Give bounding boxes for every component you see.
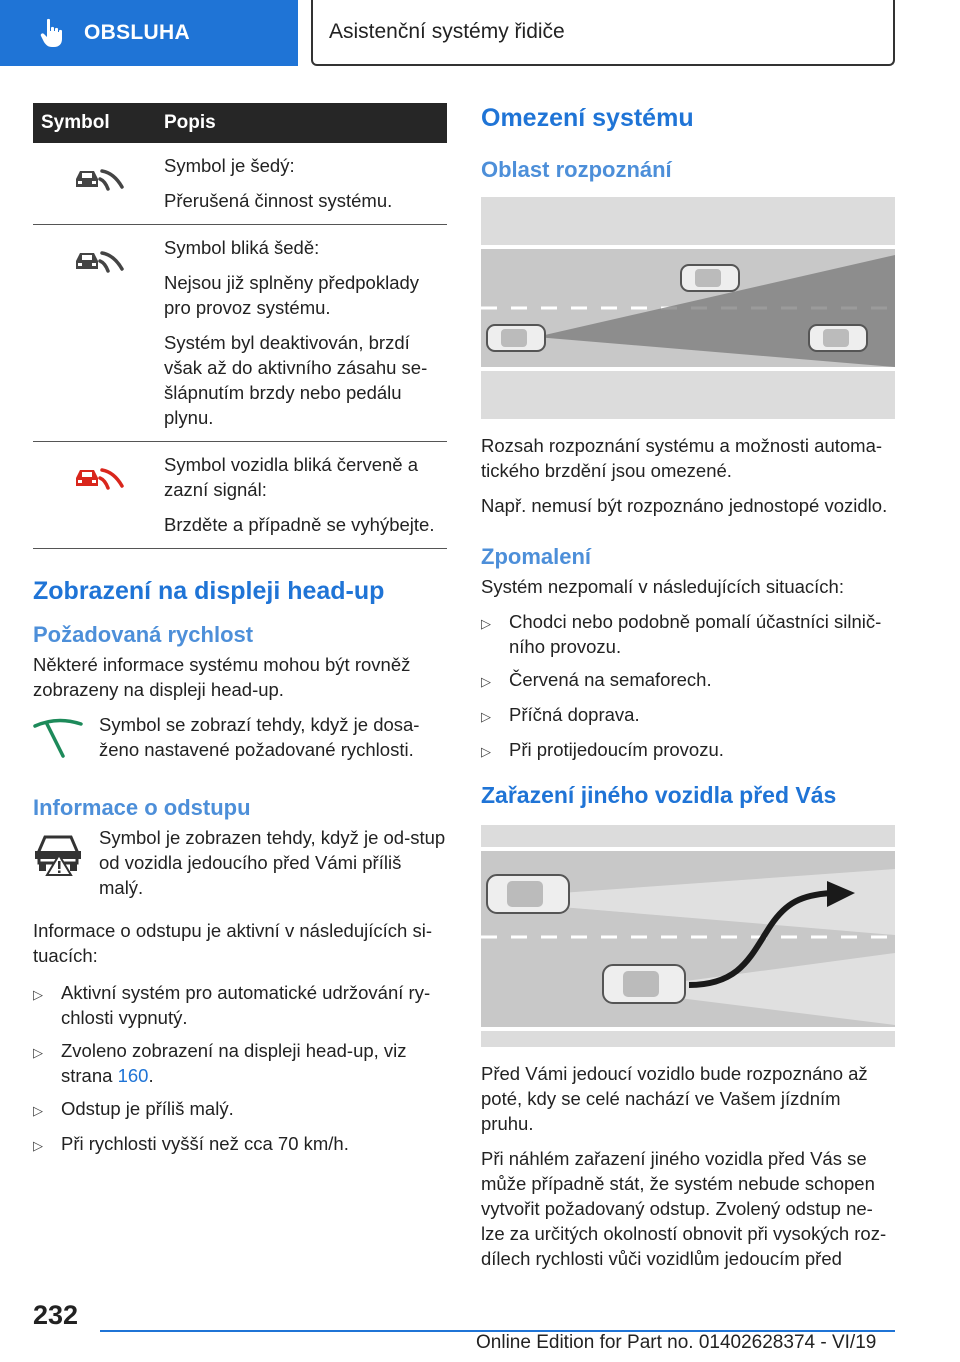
detection-range-illustration [481,197,895,419]
car-collision-warning-icon [72,161,126,195]
distance-icon-text: Symbol je zobrazen tehdy, když je od-stup od vozidla jedoucího před Vámi příliš malý. [99,827,446,898]
speed-icon-row [33,712,447,765]
cut-in-paragraph: Při náhlém zařazení jiného vozidla před Vás se může případně stát, že systém nebude schopen vytvořit požadovaný odstup. Zvolený odstup ne-lze za určitých okolností obnovit při vysokých roz-dílech rychlosti vůči vozidlům jedoucím před [481,1148,887,1269]
car-icon [487,875,569,913]
speed-intro: Některé informace systému mohou být rovněž zobrazeny na displeji head-up. [33,654,411,700]
bullet-triangle-icon: ▷ [481,616,491,631]
row-text: Systém byl deaktivován, brzdí však až do aktivního zásahu se-šlápnutím brzdy nebo pedálu plynu. [164,332,428,428]
distance-icon-row [33,825,447,900]
chapter-title: Asistenční systémy řidiče [329,20,565,43]
distance-heading: Informace o odstupu [33,795,251,820]
row-text: Symbol vozidla bliká červeně a zazní signál: [164,454,418,500]
limits-heading: Omezení systému [481,104,694,132]
speed-reached-icon [33,712,85,760]
car-collision-warning-icon [72,243,126,277]
table-col-symbol: Symbol [41,112,110,133]
cut-in-heading: Zařazení jiného vozidla před Vás [481,782,837,808]
right-column [481,100,895,1271]
bullet-triangle-icon: ▷ [481,674,491,689]
list-item: ▷ Aktivní systém pro automatické udržování ry-chlosti vypnutý. [33,982,431,1028]
distance-warning-icon [33,825,85,877]
bullet-triangle-icon: ▷ [33,1045,43,1060]
bullet-triangle-icon: ▷ [481,709,491,724]
list-item: ▷ Odstup je příliš malý. [33,1096,447,1123]
table-row [33,442,447,549]
page-number: 232 [33,1300,79,1330]
speed-heading: Požadovaná rychlost [33,622,254,647]
page-link[interactable]: 160 [117,1065,149,1086]
speed-icon-text: Symbol se zobrazí tehdy, když je dosa-ženo nastavené požadované rychlosti. [99,714,420,760]
cut-in-paragraph: Před Vámi jedoucí vozidlo bude rozpoznáno až poté, kdy se celé nachází ve Vašem jízdním pruhu. [481,1063,868,1134]
road-detection-figure [481,197,895,419]
car-icon [681,265,739,291]
slow-intro: Systém nezpomalí v následujících situacích: [481,576,844,597]
range-paragraph: Např. nemusí být rozpoznáno jednostopé vozidlo. [481,495,888,516]
left-column [33,103,447,1166]
hud-heading: Zobrazení na displeji head-up [33,577,385,605]
row-text: Přerušená činnost systému. [164,190,393,211]
distance-intro: Informace o odstupu je aktivní v následujících si-tuacích: [33,920,432,966]
car-icon [487,325,545,351]
section-tab[interactable] [0,0,298,66]
road-cut-in-figure [481,825,895,1047]
section-label: OBSLUHA [84,21,190,44]
cut-in-illustration [481,825,895,1047]
row-text: Brzděte a případně se vyhýbejte. [164,514,435,535]
chapter-header [311,0,895,66]
slow-heading: Zpomalení [481,544,592,569]
car-icon [603,965,685,1003]
car-icon [809,325,867,351]
table-row [33,225,447,442]
footer-edition: Online Edition for Part no. 01402628374 - VI/19 [476,1332,877,1353]
table-header [33,103,447,143]
table-col-desc: Popis [164,112,216,133]
list-item: ▷ Při rychlosti vyšší než cca 70 km/h. [33,1131,447,1158]
list-item: ▷ Chodci nebo podobně pomalí účastníci silnič-ního provozu. [481,611,882,657]
range-paragraph: Rozsah rozpoznání systému a možnosti automa-tického brzdění jsou omezené. [481,435,883,481]
bullet-triangle-icon: ▷ [33,987,43,1002]
bullet-triangle-icon: ▷ [33,1138,43,1153]
bullet-triangle-icon: ▷ [481,744,491,759]
table-row [33,143,447,225]
bullet-triangle-icon: ▷ [33,1103,43,1118]
range-heading: Oblast rozpoznání [481,157,672,182]
list-item: ▷ Příčná doprava. [481,702,895,729]
car-collision-warning-icon [72,460,126,494]
list-item: ▷ Zvoleno zobrazení na displeji head-up, viz strana 160. [33,1040,407,1086]
row-text: Symbol bliká šedě: [164,237,320,258]
list-item: ▷ Při protijedoucím provozu. [481,737,895,764]
hand-pointer-icon [40,18,66,48]
row-text: Symbol je šedý: [164,155,295,176]
row-text: Nejsou již splněny předpoklady pro provoz systému. [164,272,420,318]
list-item: ▷ Červená na semaforech. [481,667,895,694]
